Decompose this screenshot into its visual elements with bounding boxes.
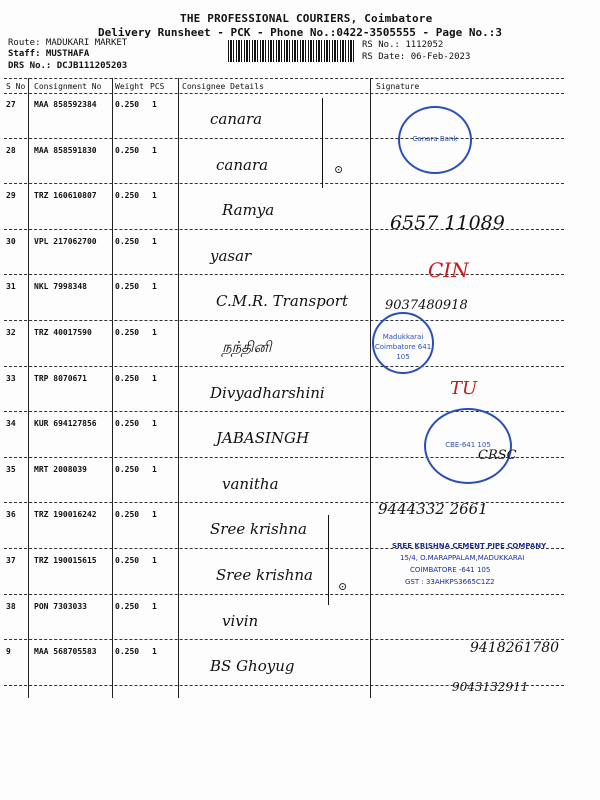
row-pcs: 1 (152, 419, 157, 429)
route-label: Route: MADUKARI MARKET (8, 38, 128, 48)
col-divider (178, 78, 179, 698)
row-sno: 31 (6, 282, 16, 292)
row-pcs: 1 (152, 282, 157, 292)
row-consignment-no: MAA 858591830 (34, 145, 97, 155)
row-consignee-handwritten: vivin (222, 611, 259, 630)
row-consignment-no: MRT 2008039 (34, 464, 87, 474)
signature-31: 9037480918 (385, 298, 468, 313)
company-stamp-line1: SREE KRISHNA CEMENT PIPE COMPANY (392, 542, 547, 550)
row-pcs: 1 (152, 647, 157, 657)
col-consignee: Consignee Details (182, 82, 264, 91)
row-divider (4, 320, 564, 321)
header-top-rule (4, 78, 564, 79)
company-stamp-line2: 15/4, O.MARAPPALAM,MADUKKARAI (400, 554, 525, 562)
row-pcs: 1 (152, 328, 157, 337)
row-consignee-handwritten: C.M.R. Transport (216, 292, 348, 311)
staff-label: Staff: MUSTHAFA (8, 49, 90, 59)
row-weight: 0.250 (115, 556, 140, 565)
company-stamp-line3: COIMBATORE -641 105 (410, 566, 491, 574)
row-pcs: 1 (152, 373, 157, 383)
row-consignment-no: TRZ 40017590 (34, 328, 92, 337)
row-divider (4, 138, 564, 139)
row-consignee-handwritten: Ramya (222, 201, 275, 220)
signature-30: CIN (428, 258, 469, 282)
row-weight: 0.250 (115, 328, 140, 337)
row-divider (4, 274, 564, 275)
row-consignment-no: TRZ 160610807 (34, 191, 97, 201)
row-pcs: 1 (152, 556, 157, 565)
row-consignee-handwritten: Sree krishna (210, 520, 307, 539)
bracket-mark (328, 515, 329, 605)
circle-mark: ⊙ (338, 580, 348, 593)
row-consignment-no: TRZ 190016242 (34, 510, 97, 520)
row-sno: 37 (6, 556, 16, 565)
row-weight: 0.250 (115, 191, 140, 201)
signature-29: 6557 11089 (390, 212, 505, 234)
bank-stamp: Canara Bank (398, 106, 472, 174)
row-pcs: 1 (152, 464, 157, 474)
row-consignee-handwritten: நந்தினி (222, 338, 272, 356)
row-consignee-handwritten: Divyadharshini (210, 383, 325, 402)
row-consignee-handwritten: yasar (210, 246, 252, 265)
signature-36: 9444332 2661 (378, 500, 488, 518)
row-sno: 34 (6, 419, 16, 429)
rs-date: RS Date: 06-Feb-2023 (362, 52, 471, 62)
row-divider (4, 366, 564, 367)
row-weight: 0.250 (115, 100, 140, 109)
row-consignment-no: TRP 8070671 (34, 373, 87, 383)
row-sno: 36 (6, 510, 16, 520)
row-sno: 29 (6, 191, 16, 201)
row-consignee-handwritten: Sree krishna (216, 566, 313, 584)
drs-number: DRS No.: DCJB111205203 (8, 61, 128, 71)
row-consignee-handwritten: canara (216, 155, 269, 174)
row-consignee-handwritten: canara (210, 110, 263, 128)
signature-33: TU (450, 378, 478, 399)
row-weight: 0.250 (115, 647, 140, 657)
row-weight: 0.250 (115, 510, 140, 520)
row-pcs: 1 (152, 145, 157, 155)
school-stamp: CBE-641 105 (424, 408, 512, 484)
row-weight: 0.250 (115, 373, 140, 383)
row-weight: 0.250 (115, 419, 140, 429)
row-consignment-no: PON 7303033 (34, 601, 87, 611)
signature-35: CRSC (478, 448, 517, 463)
row-sno: 9 (6, 647, 11, 657)
bracket-mark (322, 98, 323, 188)
row-weight: 0.250 (115, 236, 140, 246)
col-sno: S No (6, 82, 26, 91)
row-weight: 0.250 (115, 282, 140, 292)
signature-39: 9043132911 (452, 680, 529, 694)
row-weight: 0.250 (115, 464, 140, 474)
row-weight: 0.250 (115, 601, 140, 611)
row-sno: 28 (6, 145, 16, 155)
col-divider (112, 78, 113, 698)
row-consignee-handwritten: vanitha (222, 474, 279, 493)
row-consignment-no: MAA 568705583 (34, 647, 97, 657)
row-consignment-no: NKL 7998348 (34, 282, 87, 292)
col-signature: Signature (376, 82, 420, 91)
row-sno: 33 (6, 373, 16, 383)
company-title: THE PROFESSIONAL COURIERS, Coimbatore (180, 12, 433, 25)
row-consignment-no: TRZ 190015615 (34, 556, 97, 565)
rs-number: RS No.: 1112052 (362, 40, 444, 50)
row-sno: 27 (6, 100, 16, 109)
row-sno: 30 (6, 236, 16, 246)
col-divider (28, 78, 29, 698)
company-stamp-line4: GST : 33AHKPS3665C1Z2 (405, 578, 495, 586)
row-sno: 32 (6, 328, 16, 337)
header-bottom-rule (4, 93, 564, 94)
row-pcs: 1 (152, 601, 157, 611)
row-pcs: 1 (152, 236, 157, 246)
madukkarai-stamp: Madukkarai Coimbatore 641 105 (372, 312, 434, 374)
barcode (228, 40, 356, 62)
row-consignment-no: VPL 217062700 (34, 236, 97, 246)
row-consignment-no: KUR 694127856 (34, 419, 97, 429)
row-pcs: 1 (152, 100, 157, 109)
row-consignee-handwritten: JABASINGH (216, 429, 310, 448)
circle-mark: ⊙ (334, 163, 344, 176)
row-weight: 0.250 (115, 145, 140, 155)
row-pcs: 1 (152, 510, 157, 520)
col-consignment: Consignment No (34, 82, 102, 91)
col-divider (370, 78, 371, 698)
row-consignment-no: MAA 858592384 (34, 100, 97, 109)
signature-38: 9418261780 (470, 640, 560, 656)
runsheet-title: Delivery Runsheet - PCK - Phone No.:0422-3505555 - Page No.:3 (98, 26, 502, 39)
row-pcs: 1 (152, 191, 157, 201)
row-sno: 38 (6, 601, 16, 611)
row-sno: 35 (6, 464, 16, 474)
col-pcs: PCS (150, 82, 165, 91)
col-weight: Weight (115, 82, 144, 91)
row-consignee-handwritten: BS Ghoyug (210, 657, 295, 676)
row-divider (4, 594, 564, 595)
row-divider (4, 183, 564, 184)
